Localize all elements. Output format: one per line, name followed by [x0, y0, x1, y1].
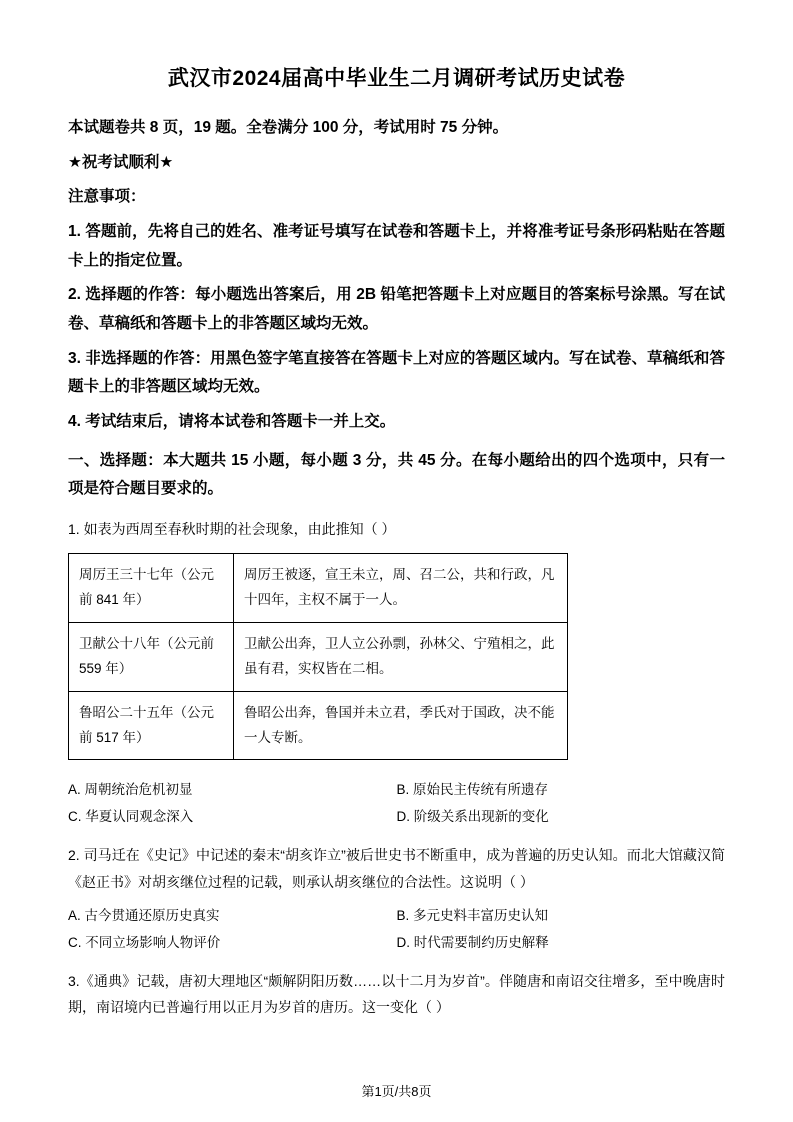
note-item-4: 4. 考试结束后，请将本试卷和答题卡一并上交。 — [68, 413, 396, 431]
question-1-option-c: C. 华夏认同观念深入 — [68, 809, 194, 825]
page-title: 武汉市2024届高中毕业生二月调研考试历史试卷 — [167, 67, 626, 90]
table-row — [69, 691, 568, 760]
table-cell-event: 卫献公十八年（公元前 559 年） — [69, 622, 234, 691]
table-cell-desc: 卫献公出奔，卫人立公孙剽，孙林父、宁殖相之，此虽有君，实权皆在二相。 — [234, 622, 568, 691]
question-1-option-d: D. 阶级关系出现新的变化 — [396, 809, 549, 825]
question-1-table — [68, 553, 568, 761]
note-item-2: 2. 选择题的作答：每小题选出答案后，用 2B 铅笔把答题卡上对应题目的答案标号涂黑。写在试卷、草稿纸和答题卡上的非答题区域均无效。 — [68, 286, 725, 333]
question-2-option-b: B. 多元史料丰富历史认知 — [396, 907, 549, 923]
section-one-heading: 一、选择题：本大题共 15 小题，每小题 3 分，共 45 分。在每小题给出的四个选项中，只有一项是符合题目要求的。 — [68, 451, 725, 498]
table-cell-desc: 鲁昭公出奔，鲁国并未立君，季氏对于国政，决不能一人专断。 — [234, 691, 568, 760]
option-row — [68, 776, 725, 803]
note-item-3: 3. 非选择题的作答：用黑色签字笔直接答在答题卡上对应的答题区域内。写在试卷、草稿纸和答题卡上的非答题区域均无效。 — [68, 349, 725, 396]
table-cell-desc: 周厉王被逐，宣王未立，周、召二公，共和行政，凡十四年，主权不属于一人。 — [234, 553, 568, 622]
exam-intro: 本试题卷共 8 页，19 题。全卷满分 100 分，考试用时 75 分钟。 — [68, 119, 509, 136]
option-row — [68, 902, 725, 929]
table-cell-event: 周厉王三十七年（公元前 841 年） — [69, 553, 234, 622]
table-row — [69, 622, 568, 691]
table-row — [69, 553, 568, 622]
good-luck-line: ★祝考试顺利★ — [68, 153, 174, 171]
notes-heading: 注意事项： — [68, 188, 146, 206]
question-1-stem: 1. 如表为西周至春秋时期的社会现象，由此推知（ ） — [68, 521, 396, 538]
question-1-option-b: B. 原始民主传统有所遗存 — [396, 782, 549, 798]
page-footer: 第1页/共8页 — [361, 1084, 432, 1099]
note-item-1: 1. 答题前，先将自己的姓名、准考证号填写在试卷和答题卡上，并将准考证号条形码粘贴在答题卡上的指定位置。 — [68, 223, 725, 269]
question-1-option-a: A. 周朝统治危机初显 — [68, 782, 193, 798]
question-2-option-a: A. 古今贯通还原历史真实 — [68, 907, 220, 923]
question-2-option-d: D. 时代需要制约历史解释 — [396, 934, 549, 950]
question-2-option-c: C. 不同立场影响人物评价 — [68, 934, 221, 950]
question-2-options — [68, 902, 725, 956]
option-row — [68, 803, 725, 830]
question-2-stem: 2. 司马迁在《史记》中记述的秦末“胡亥诈立”被后世史书不断重申，成为普遍的历史认知。而北大馆藏汉简《赵正书》对胡亥继位过程的记载，则承认胡亥继位的合法性。这说明（ ） — [68, 847, 725, 891]
table-cell-event: 鲁昭公二十五年（公元前 517 年） — [69, 691, 234, 760]
option-row — [68, 929, 725, 956]
question-3-stem: 3.《通典》记载，唐初大理地区“颇解阴阳历数……以十二月为岁首”。伴随唐和南诏交往增多，至中晚唐时期，南诏境内已普遍行用以正月为岁首的唐历。这一变化（ ） — [68, 972, 725, 1016]
question-1-options — [68, 776, 725, 830]
